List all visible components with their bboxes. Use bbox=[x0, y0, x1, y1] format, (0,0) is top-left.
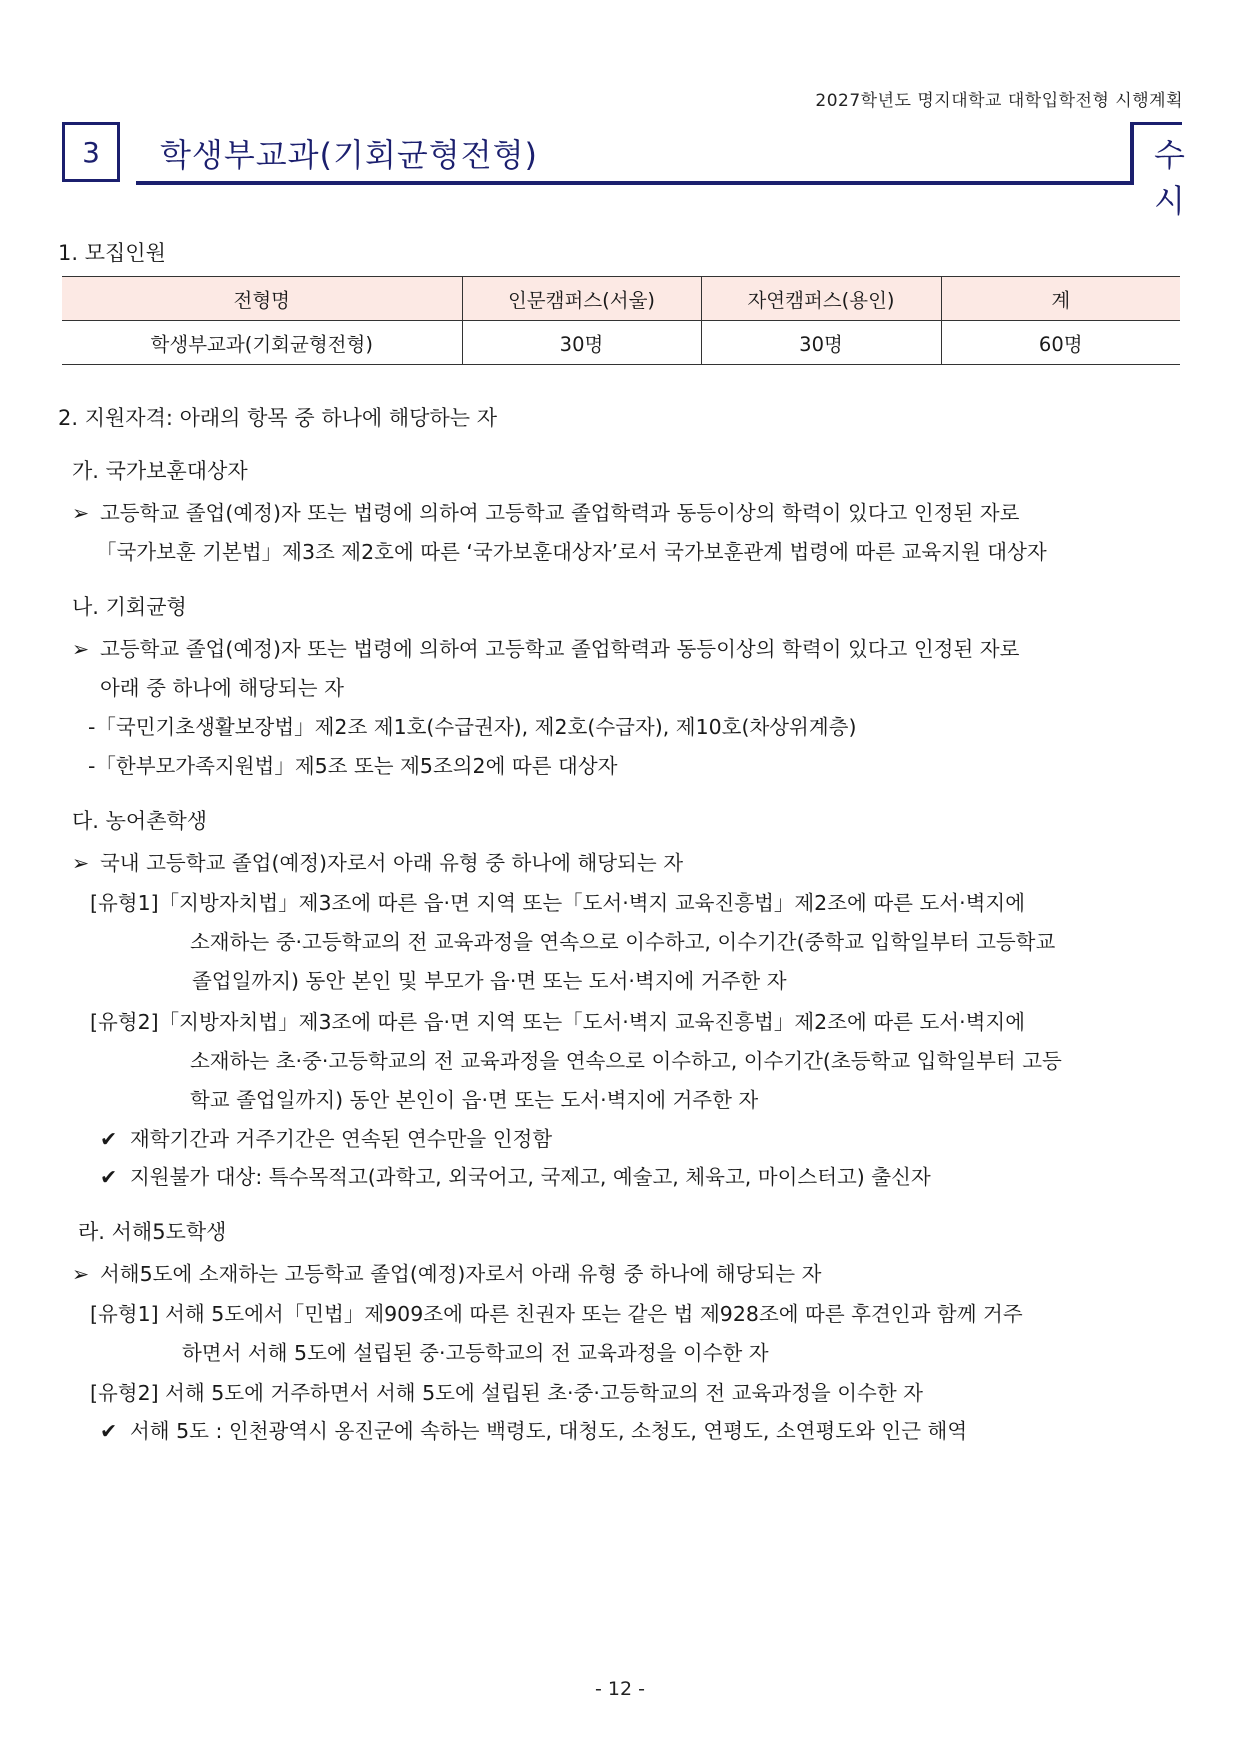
table-header-cell: 인문캠퍼스(서울) bbox=[462, 277, 701, 321]
arrow-bullet-icon: ➢ bbox=[72, 501, 90, 525]
rural-line-1: ➢ 국내 고등학교 졸업(예정)자로서 아래 유형 중 하나에 해당되는 자 bbox=[72, 851, 684, 875]
table-cell: 30명 bbox=[462, 321, 701, 365]
rural-note-2: ✔ 지원불가 대상: 특수목적고(과학고, 외국어고, 국제고, 예술고, 체육고, 마이스터고) 출신자 bbox=[100, 1165, 931, 1189]
check-mark-icon: ✔ bbox=[100, 1165, 118, 1189]
check-mark-icon: ✔ bbox=[100, 1419, 118, 1443]
table-header-cell: 계 bbox=[1051, 288, 1071, 312]
west-sea-note-1: ✔ 서해 5도 : 인천광역시 옹진군에 속하는 백령도, 대청도, 소청도, 연평도, 소연평도와 인근 해역 bbox=[100, 1419, 968, 1443]
arrow-bullet-icon: ➢ bbox=[72, 637, 90, 661]
section-heading-recruitment: 1. 모집인원 bbox=[58, 241, 166, 265]
table-header-cell: 자연캠퍼스(용인) bbox=[701, 277, 941, 321]
title-tag-border bbox=[1130, 122, 1182, 125]
section-heading-eligibility: 2. 지원자격: 아래의 항목 중 하나에 해당하는 자 bbox=[58, 406, 497, 430]
west-sea-line-1: ➢ 서해5도에 소재하는 고등학교 졸업(예정)자로서 아래 유형 중 하나에 해당되는 자 bbox=[72, 1262, 822, 1286]
table-cell: 30명 bbox=[701, 321, 941, 365]
veterans-line-2: 「국가보훈 기본법」제3조 제2호에 따른 ‘국가보훈대상자’로서 국가보훈관계 법령에 따른 교육지원 대상자 bbox=[96, 540, 1047, 564]
arrow-bullet-icon: ➢ bbox=[72, 1262, 90, 1286]
opportunity-line-2: 아래 중 하나에 해당되는 자 bbox=[100, 676, 344, 700]
table-header-row bbox=[62, 277, 1180, 321]
rural-type2-line-3: 학교 졸업일까지) 동안 본인이 읍·면 또는 도서·벽지에 거주한 자 bbox=[190, 1088, 759, 1112]
check-mark-icon: ✔ bbox=[100, 1127, 118, 1151]
document-header-note: 2027학년도 명지대학교 대학입학전형 시행계획 bbox=[815, 91, 1183, 111]
opportunity-line-1: ➢ 고등학교 졸업(예정)자 또는 법령에 의하여 고등학교 졸업학력과 동등이상의 학력이 있다고 인정된 자로 bbox=[72, 637, 1020, 661]
veterans-line-1: ➢ 고등학교 졸업(예정)자 또는 법령에 의하여 고등학교 졸업학력과 동등이상의 학력이 있다고 인정된 자로 bbox=[72, 501, 1020, 525]
opportunity-dash-item-2: -「한부모가족지원법」제5조 또는 제5조의2에 따른 대상자 bbox=[88, 754, 618, 778]
west-sea-type1-line-2: 하면서 서해 5도에 설립된 중·고등학교의 전 교육과정을 이수한 자 bbox=[182, 1341, 769, 1365]
west-sea-type2-line-1: [유형2] 서해 5도에 거주하면서 서해 5도에 설립된 초·중·고등학교의 전 교육과정을 이수한 자 bbox=[90, 1381, 923, 1405]
west-sea-type1-line-1: [유형1] 서해 5도에서「민법」제909조에 따른 친권자 또는 같은 법 제928조에 따른 후견인과 함께 거주 bbox=[90, 1302, 1023, 1326]
rural-note-1: ✔ 재학기간과 거주기간은 연속된 연수만을 인정함 bbox=[100, 1127, 553, 1151]
subsection-heading-veterans: 가. 국가보훈대상자 bbox=[72, 459, 248, 483]
subsection-heading-west-sea: 라. 서해5도학생 bbox=[78, 1220, 227, 1244]
title-underline bbox=[136, 181, 1133, 185]
page-number: - 12 - bbox=[595, 1678, 645, 1700]
rural-type1-line-2: 소재하는 중·고등학교의 전 교육과정을 연속으로 이수하고, 이수기간(중학교 입학일부터 고등학교 bbox=[190, 930, 1056, 954]
section-number-box: 3 bbox=[62, 122, 120, 182]
table-cell: 60명 bbox=[1038, 332, 1083, 356]
arrow-bullet-icon: ➢ bbox=[72, 851, 90, 875]
rural-type1-line-3: 졸업일까지) 동안 본인 및 부모가 읍·면 또는 도서·벽지에 거주한 자 bbox=[192, 969, 787, 993]
table-cell: 학생부교과(기회균형전형) bbox=[62, 321, 462, 365]
table-header-cell: 전형명 bbox=[62, 277, 462, 321]
section-title-bar bbox=[62, 120, 1185, 220]
rural-type1-line-1: [유형1]「지방자치법」제3조에 따른 읍·면 지역 또는「도서·벽지 교육진흥법」제2조에 따른 도서·벽지에 bbox=[90, 891, 1025, 915]
table-row bbox=[62, 321, 1180, 365]
section-title: 학생부교과(기회균형전형) bbox=[160, 136, 539, 174]
rural-type2-line-1: [유형2]「지방자치법」제3조에 따른 읍·면 지역 또는「도서·벽지 교육진흥법」제2조에 따른 도서·벽지에 bbox=[90, 1010, 1025, 1034]
admission-type-tag: 수시 bbox=[1154, 136, 1185, 220]
rural-type2-line-2: 소재하는 초·중·고등학교의 전 교육과정을 연속으로 이수하고, 이수기간(초등학교 입학일부터 고등 bbox=[190, 1049, 1062, 1073]
subsection-heading-opportunity: 나. 기회균형 bbox=[72, 595, 187, 619]
subsection-heading-rural: 다. 농어촌학생 bbox=[72, 809, 208, 833]
recruitment-table bbox=[62, 276, 1180, 365]
title-divider bbox=[1130, 122, 1134, 185]
opportunity-dash-item-1: -「국민기초생활보장법」제2조 제1호(수급권자), 제2호(수급자), 제10호(차상위계층) bbox=[88, 715, 857, 739]
